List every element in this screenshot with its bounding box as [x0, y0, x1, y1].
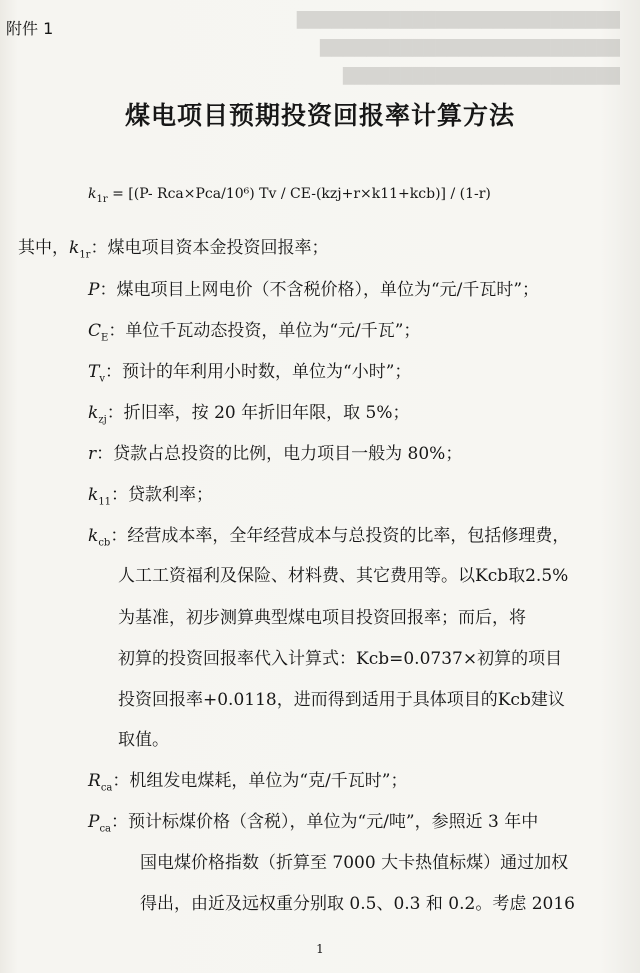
pca-line-2: 国电煤价格指数（折算至 7000 大卡热值标煤）通过加权 — [140, 853, 569, 873]
definition-rca: $R_{ca}$：机组发电煤耗，单位为“克/千瓦时”； — [88, 771, 408, 794]
formula-lhs: k — [88, 186, 97, 202]
kcb-line-3: 初算的投资回报率代入计算式：Kcb=0.0737×初算的项目 — [118, 649, 563, 669]
definition-ce: $C_E$：单位千瓦动态投资，单位为“元/千瓦”； — [88, 321, 421, 344]
definition-k11: $k_{11}$：贷款利率； — [88, 485, 214, 508]
intro-label: 其中， — [18, 238, 69, 258]
kcb-line-5: 取值。 — [118, 730, 169, 750]
definition-k1r: 其中，$k_{1r}$：煤电项目资本金投资回报率； — [18, 238, 329, 261]
definition-pca: $P_{ca}$：预计标煤价格（含税），单位为“元/吨”，参照近 3 年中 — [88, 812, 539, 835]
kcb-line-1: 人工工资福利及保险、材料费、其它费用等。以Kcb取2.5% — [118, 566, 569, 586]
page-number: 1 — [316, 942, 324, 956]
pca-line-3: 得出，由近及远权重分别取 0.5、0.3 和 0.2。考虑 2016 — [140, 894, 575, 914]
annex-label: 附件 1 — [6, 19, 54, 38]
definition-p: P：煤电项目上网电价（不含税价格），单位为“元/千瓦时”； — [88, 280, 540, 300]
kcb-line-4: 投资回报率+0.0118，进而得到适用于具体项目的Kcb建议 — [118, 690, 565, 710]
kcb-line-2: 为基准，初步测算典型煤电项目投资回报率；而后，将 — [118, 608, 526, 628]
definition-kzj: $k_{zj}$：折旧率，按 20 年折旧年限，取 5%； — [88, 403, 410, 426]
formula — [88, 186, 491, 205]
formula-rhs: = [(P- Rca×Pca/10⁶) Tv / CE-(kzj+r×k11+kcb)] / (1-r) — [112, 186, 491, 202]
bleed-through-text: ████████████████████████████ ██████████████████████████ ████████████████████████ — [297, 11, 620, 85]
definition-r: r：贷款占总投资的比例，电力项目一般为 80%； — [88, 444, 463, 464]
formula-lhs-sub: 1r — [96, 193, 108, 205]
document-title: 煤电项目预期投资回报率计算方法 — [124, 101, 515, 130]
definition-tv: $T_v$：预计的年利用小时数，单位为“小时”； — [88, 362, 412, 385]
definition-kcb: $k_{cb}$：经营成本率，全年经营成本与总投资的比率，包括修理费， — [88, 526, 570, 549]
